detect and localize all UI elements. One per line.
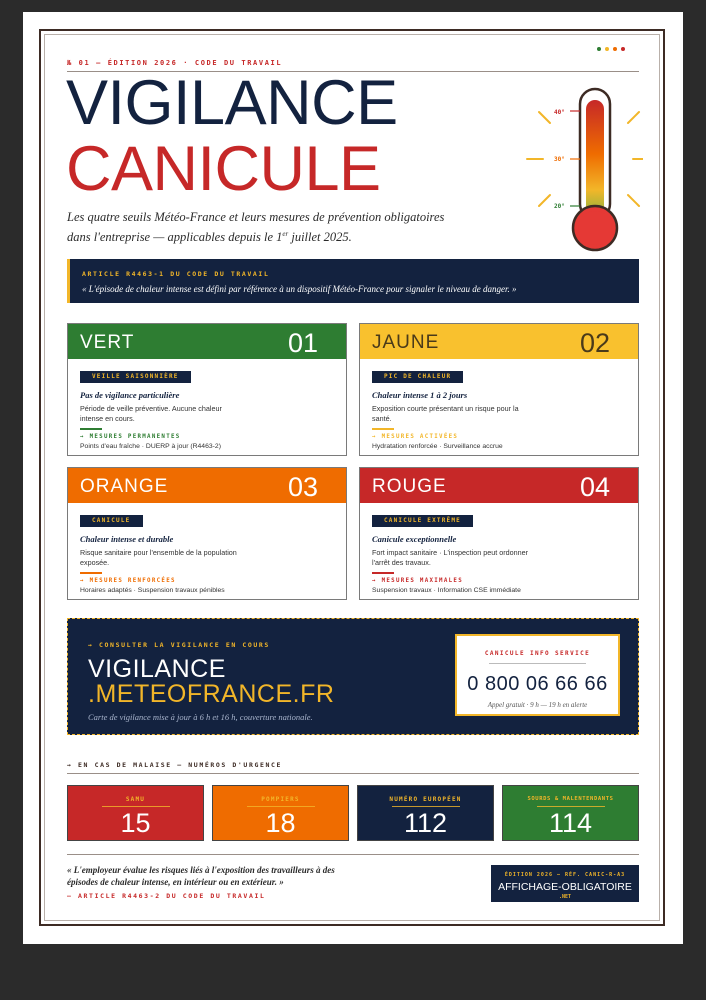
article-accent-bar [67,259,70,303]
level-description: Exposition courte présentant un risque pour la santé. [372,404,519,423]
level-number: 03 [287,472,318,502]
emergency-label: → EN CAS DE MALAISE — NUMÉROS D'URGENCE [67,761,283,769]
card-header [360,324,638,359]
vigilance-url-line-2[interactable]: .METEOFRANCE.FR [88,680,335,708]
level-number: 04 [579,472,610,502]
measures-label: → MESURES PERMANENTES [80,434,181,440]
thermo-label-20: 20° [554,203,565,210]
poster [23,12,683,944]
thermo-label-30: 30° [554,156,565,163]
title-line-2: CANICULE [66,134,381,204]
measures-text: Horaires adaptés · Suspension travaux pénibles [80,587,225,594]
thermometer-icon [503,82,643,262]
emergency-divider [102,806,170,807]
level-badge: CANICULE EXTRÊME [372,515,473,527]
thermo-label-40: 40° [554,109,565,116]
card-header [68,324,346,359]
measures-text: Hydratation renforcée · Surveillance accrue [372,443,503,450]
emergency-name: POMPIERS [261,796,300,803]
level-heading: Pas de vigilance particulière [80,390,180,400]
emergency-divider [247,806,315,807]
article-banner [67,259,639,303]
measures-label: → MESURES MAXIMALES [372,578,464,584]
card-divider [80,428,102,430]
dot-orange [613,47,617,51]
brand-box [491,865,639,902]
card-divider [80,572,102,574]
card-divider [372,572,394,574]
subtitle [67,209,447,246]
vigilance-note: Carte de vigilance mise à jour à 6 h et 16 h, couverture nationale. [88,712,313,722]
emergency-european [357,785,494,841]
emergency-divider [537,806,605,807]
level-badge: CANICULE [80,515,143,527]
level-description: Période de veille préventive. Aucune chaleur intense en cours. [80,404,222,423]
card-header [68,468,346,503]
measures-text: Suspension travaux · Information CSE immédiate [372,587,521,594]
card-divider [372,428,394,430]
dot-green [597,47,601,51]
dot-red [621,47,625,51]
level-badge: PIC DE CHALEUR [372,371,463,383]
emergency-name: SOURDS & MALENTENDANTS [527,796,614,802]
emergency-pompiers [212,785,349,841]
title-line-1: VIGILANCE [66,68,398,138]
info-service-label: CANICULE INFO SERVICE [484,650,591,657]
emergency-rule [67,773,639,774]
level-card-orange [67,467,347,600]
level-heading: Chaleur intense 1 à 2 jours [372,390,468,400]
vigilance-label: → CONSULTER LA VIGILANCE EN COURS [88,641,270,649]
level-name: VERT [80,332,135,353]
emergency-sourds [502,785,639,841]
info-phone-number[interactable]: 0 800 06 66 66 [467,673,608,695]
emergency-number[interactable]: 18 [265,808,296,838]
level-name: ORANGE [80,476,169,497]
info-hours: Appel gratuit · 9 h — 19 h en alerte [487,701,588,709]
level-card-rouge [359,467,639,600]
brand-tld: .NET [558,894,572,900]
level-description: Risque sanitaire pour l'ensemble de la population exposée. [80,548,237,567]
subtitle-sup: er [282,230,289,238]
emergency-divider [392,806,460,807]
card-header [360,468,638,503]
info-service-box [455,634,620,716]
level-number: 01 [287,328,318,358]
footer-quote: « L'employeur évalue les risques liés à l'exposition des travailleurs à des épisodes de chaleur intense, en intérieur ou en extérieur. » [67,865,335,887]
measures-label: → MESURES RENFORCÉES [80,578,176,584]
article-label: ARTICLE R4463-1 DU CODE DU TRAVAIL [82,270,270,278]
emergency-number[interactable]: 114 [548,808,593,838]
emergency-number[interactable]: 112 [403,808,448,838]
dot-yellow [605,47,609,51]
level-badge: VEILLE SAISONNIÈRE [80,371,191,383]
footer-source: — ARTICLE R4463-2 DU CODE DU TRAVAIL [67,892,266,900]
subtitle-end: juillet 2025. [288,230,352,245]
level-card-jaune [359,323,639,456]
emergency-name: SAMU [125,796,146,803]
measures-text: Points d'eau fraîche · DUERP à jour (R4463-2) [80,443,221,450]
edition-line: № 01 — ÉDITION 2026 · CODE DU TRAVAIL [67,59,283,67]
level-heading: Chaleur intense et durable [80,534,174,544]
thermometer-scale [554,109,580,210]
vigilance-block [67,618,639,735]
article-quote: « L'épisode de chaleur intense est défini par référence à un dispositif Météo-France pour signaler le niveau de danger. » [82,284,517,294]
level-name: ROUGE [372,476,447,497]
measures-label: → MESURES ACTIVÉES [372,434,459,440]
level-number: 02 [579,328,610,358]
footer-rule [67,854,639,855]
emergency-samu [67,785,204,841]
brand-name[interactable]: AFFICHAGE-OBLIGATOIRE [498,881,632,893]
level-heading: Canicule exceptionnelle [372,534,457,544]
vigilance-url-line-1[interactable]: VIGILANCE [88,655,226,683]
subtitle-main: Les quatre seuils Météo-France et leurs mesures de prévention obligatoires dans l'entreprise — applicables depuis le 1 [67,210,445,245]
emergency-name: NUMÉRO EUROPÉEN [389,796,462,803]
emergency-number[interactable]: 15 [120,808,151,838]
color-dots [597,47,625,51]
level-description: Fort impact sanitaire · L'inspection peut ordonner l'arrêt des travaux. [372,548,528,567]
level-card-vert [67,323,347,456]
level-name: JAUNE [372,332,440,353]
brand-edition: ÉDITION 2026 — RÉF. CANIC-R-A3 [504,872,626,878]
info-rule [489,663,586,664]
